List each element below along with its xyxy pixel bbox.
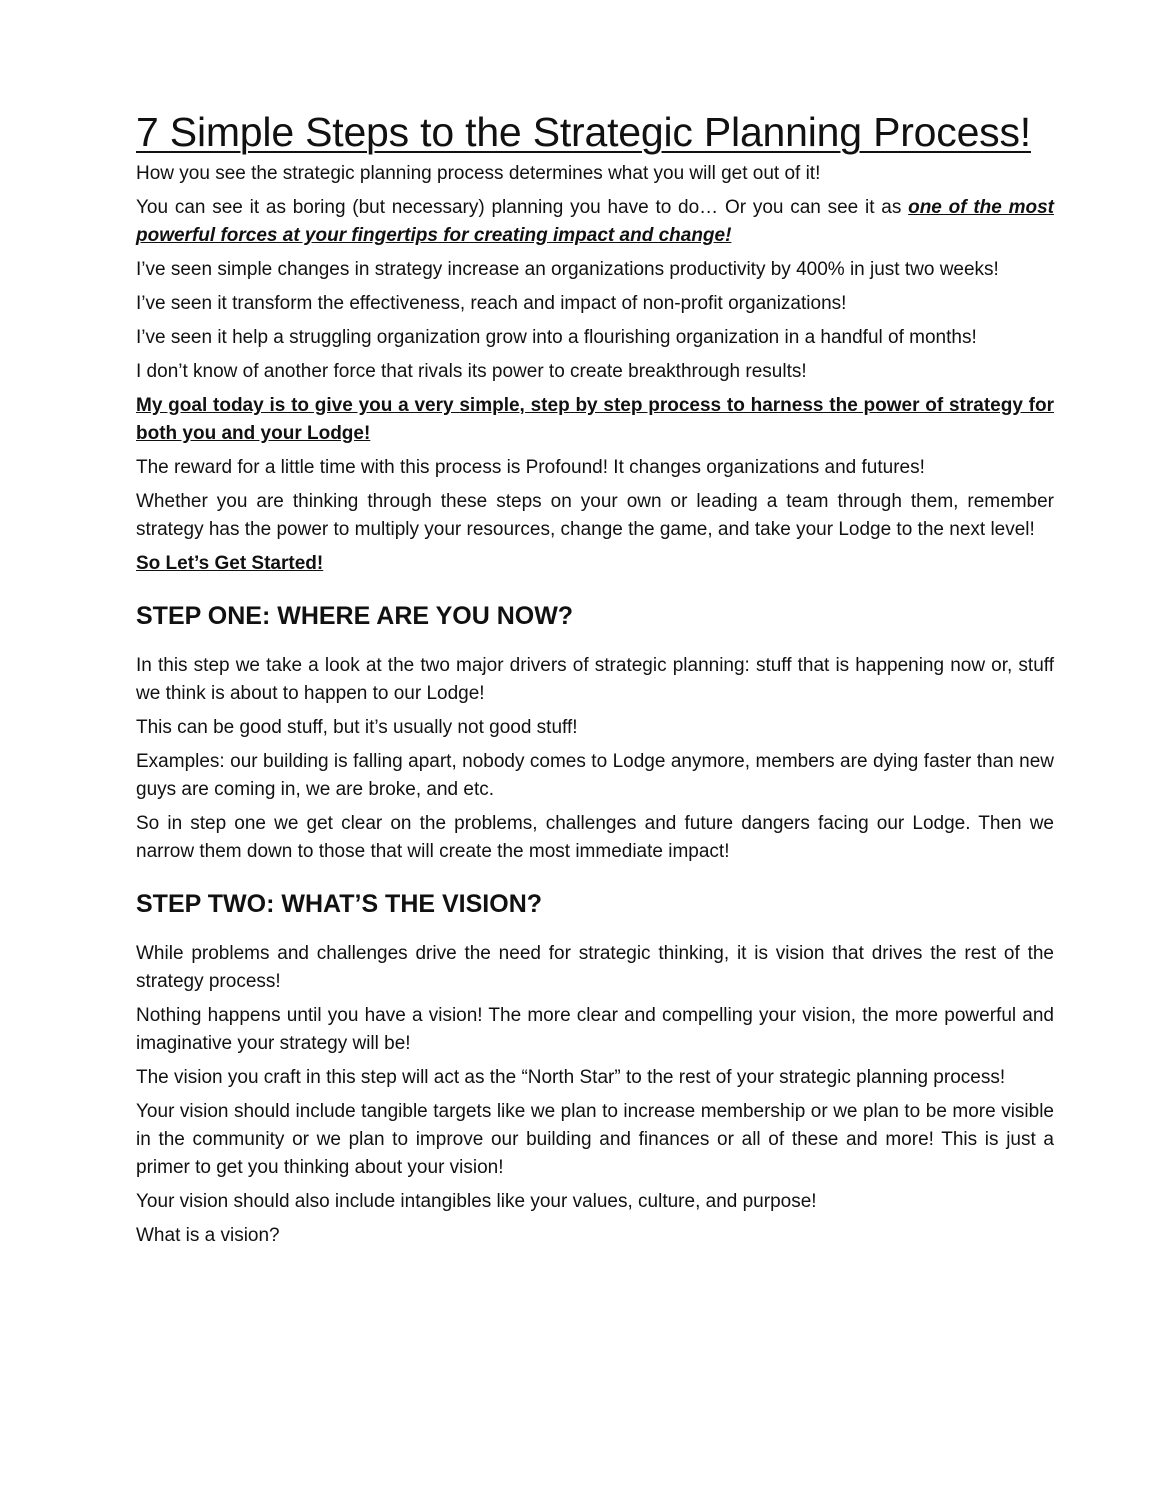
intro-paragraph: The reward for a little time with this process is Profound! It changes organizations and futures!: [136, 457, 925, 478]
step-two-paragraph: Your vision should also include intangibles like your values, culture, and purpose!: [136, 1191, 817, 1212]
step-two-paragraph: The vision you craft in this step will act as the “North Star” to the rest of your strategic planning process!: [136, 1067, 1006, 1088]
intro-text: You can see it as boring (but necessary) planning you have to do… Or you can see it as: [136, 197, 909, 218]
step-two-paragraph: While problems and challenges drive the need for strategic thinking, it is vision that drives the rest of the strategy process!: [136, 943, 1054, 992]
goal-statement: My goal today is to give you a very simple, step by step process to harness the power of strategy for both you and your Lodge!: [136, 395, 1054, 444]
step-two-heading: STEP TWO: WHAT’S THE VISION?: [136, 890, 543, 918]
intro-paragraph: I’ve seen simple changes in strategy increase an organizations productivity by 400% in just two weeks!: [136, 259, 999, 280]
step-two-paragraph: What is a vision?: [136, 1225, 280, 1246]
step-one-heading: STEP ONE: WHERE ARE YOU NOW?: [136, 602, 574, 630]
step-two-paragraph: Nothing happens until you have a vision! The more clear and compelling your vision, the more powerful and imaginative your strategy will be!: [136, 1005, 1054, 1054]
intro-paragraph: Whether you are thinking through these steps on your own or leading a team through them, remember strategy has the power to multiply your resources, change the game, and take your Lodge to the next level!: [136, 491, 1054, 540]
get-started-text: So Let’s Get Started!: [136, 553, 324, 574]
step-one-paragraph: This can be good stuff, but it’s usually not good stuff!: [136, 717, 578, 738]
intro-paragraph: [136, 194, 1054, 250]
intro-paragraph: How you see the strategic planning process determines what you will get out of it!: [136, 163, 821, 184]
intro-paragraph: I’ve seen it transform the effectiveness, reach and impact of non-profit organizations!: [136, 293, 847, 314]
intro-paragraph: I’ve seen it help a struggling organization grow into a flourishing organization in a handful of months!: [136, 327, 977, 348]
page-title: 7 Simple Steps to the Strategic Planning Process!: [136, 109, 1031, 155]
intro-paragraph: I don’t know of another force that rivals its power to create breakthrough results!: [136, 361, 807, 382]
document-page: [136, 108, 1054, 1256]
step-two-paragraph: Your vision should include tangible targets like we plan to increase membership or we plan to be more visible in the community or we plan to improve our building and finances or all of these and more! This is just a primer to get you thinking about your vision!: [136, 1101, 1054, 1178]
step-one-paragraph: Examples: our building is falling apart, nobody comes to Lodge anymore, members are dying faster than new guys are coming in, we are broke, and etc.: [136, 751, 1054, 800]
emphasis-text: one of the most powerful forces at your fingertips for creating impact and change!: [136, 197, 1054, 246]
step-one-paragraph: In this step we take a look at the two major drivers of strategic planning: stuff that is happening now or, stuff we think is about to happen to our Lodge!: [136, 655, 1054, 704]
step-one-paragraph: So in step one we get clear on the problems, challenges and future dangers facing our Lodge. Then we narrow them down to those that will create the most immediate impact!: [136, 813, 1054, 862]
